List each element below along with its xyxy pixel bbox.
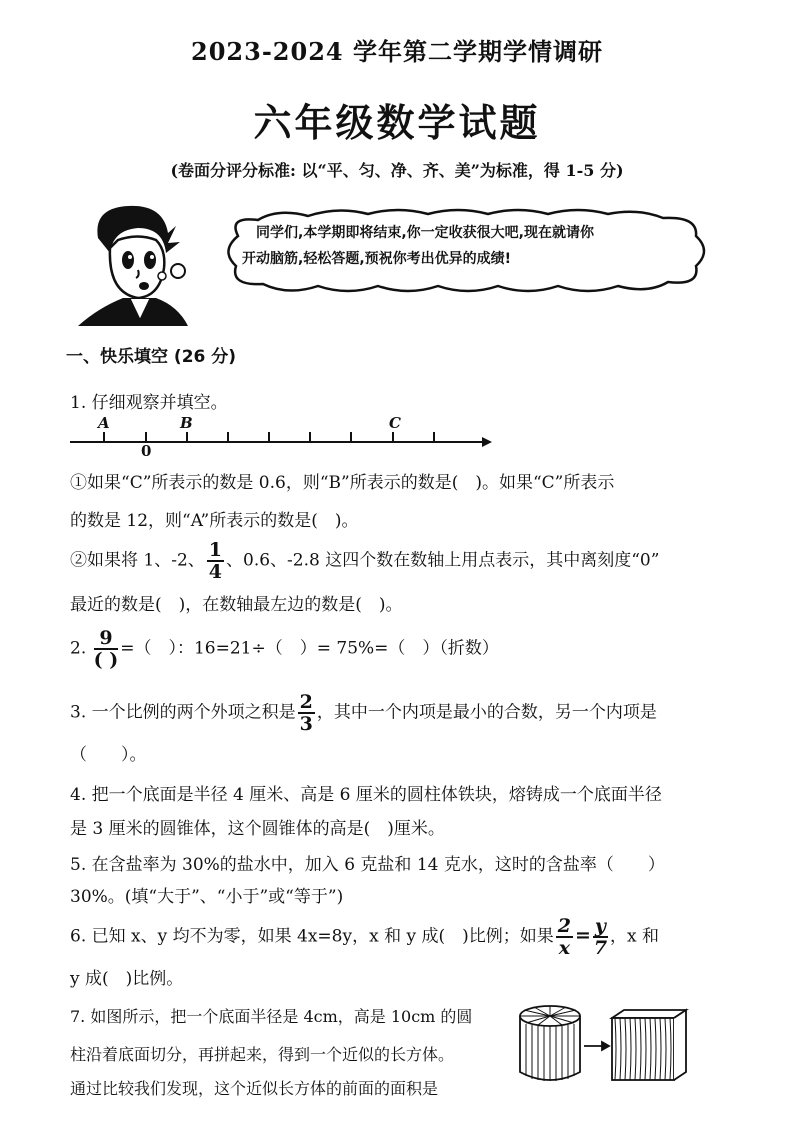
arrow: [584, 1042, 609, 1050]
q5-line-2: 30%。(填“大于”、“小于”或“等于”): [70, 887, 344, 907]
q1-line-3-end: 、0.6、-2.8 这四个数在数轴上用点表示，其中离刻度“0”: [226, 550, 660, 571]
q2-equation: =（ ）：16=21÷（ ）= 75%=（ ）（折数）: [120, 638, 499, 659]
q7-line-3: 通过比较我们发现，这个近似长方体的前面的面积是: [70, 1079, 439, 1098]
cartoon-boy-illustration: [68, 198, 198, 328]
sliced-cylinder: [520, 1006, 580, 1081]
bubble-line-1: 同学们,本学期即将结束,你一定收获很大吧,现在就请你: [256, 225, 594, 241]
point-label-b: B: [180, 414, 193, 432]
q1-line-2: 的数是 12，则“A”所表示的数是( )。: [70, 511, 359, 531]
q1-line-3-start: ②如果将 1、-2、: [70, 550, 205, 571]
q2-fraction: $\frac{9}{( )}$: [93, 627, 119, 671]
q7-line-2: 柱沿着底面切分，再拼起来，得到一个近似的长方体。: [70, 1045, 455, 1064]
q6-fraction-1: $\frac{2}{x}$: [557, 915, 571, 959]
q5-line-1: 5. 在含盐率为 30%的盐水中，加入 6 克盐和 14 克水，这时的含盐率（ ）: [70, 855, 665, 875]
q4-line-1: 4. 把一个底面是半径 4 厘米、高是 6 厘米的圆柱体铁块，熔铸成一个底面半径: [70, 785, 662, 805]
q2: 2. $\frac{9}{( )}$ =（ ）：16=21÷（ ）= 75%=（ ）（折数）: [70, 627, 499, 671]
q1-title: 1. 仔细观察并填空。: [70, 393, 228, 413]
q6-line-2: y 成( )比例。: [70, 969, 184, 989]
point-label-a: A: [98, 414, 110, 432]
exam-subtitle: 2023-2024 学年第二学期学情调研: [191, 37, 603, 66]
q6-fraction-2: $\frac{y}{7}$: [593, 915, 608, 959]
q4-line-2: 是 3 厘米的圆锥体，这个圆锥体的高是( )厘米。: [70, 819, 445, 839]
q3-fraction: $\frac{2}{3}$: [299, 691, 313, 735]
q7-line-1: 7. 如图所示，把一个底面半径是 4cm，高是 10cm 的圆: [70, 1007, 473, 1026]
bubble-line-2: 开动脑筋,轻松答题,预祝你考出优异的成绩!: [242, 251, 512, 267]
cylinder-to-prism-figure: [514, 1002, 692, 1092]
scoring-note: (卷面分评分标准: 以“平、匀、净、齐、美”为标准，得 1-5 分): [170, 161, 624, 180]
q1-line-3: [70, 540, 659, 582]
q3-line-1: 3. 一个比例的两个外项之积是 $\frac{2}{3}$ ，其中一个内项是最小的合数，另一个内项是: [70, 691, 657, 735]
q1-line-1: ①如果“C”所表示的数是 0.6，则“B”所表示的数是( )。如果“C”所表示: [70, 473, 615, 493]
point-label-c: C: [389, 414, 401, 432]
zero-label: 0: [141, 442, 152, 460]
q6-line-1: 6. 已知 x、y 均不为零，如果 4x=8y，x 和 y 成( )比例；如果 $\frac{2}{x}$ = $\frac{y}{7}$ ，x 和: [70, 915, 659, 959]
rearranged-prism: [612, 1010, 686, 1080]
q1-line-4: 最近的数是( )，在数轴最左边的数是( )。: [70, 595, 403, 615]
fraction-quarter: $\frac{1}{4}$: [208, 539, 223, 583]
section-title: 一、快乐填空 (26 分): [66, 347, 237, 367]
number-line: [64, 410, 494, 460]
exam-title: 六年级数学试题: [253, 100, 541, 145]
q3-line-2: （ ）。: [70, 745, 147, 765]
